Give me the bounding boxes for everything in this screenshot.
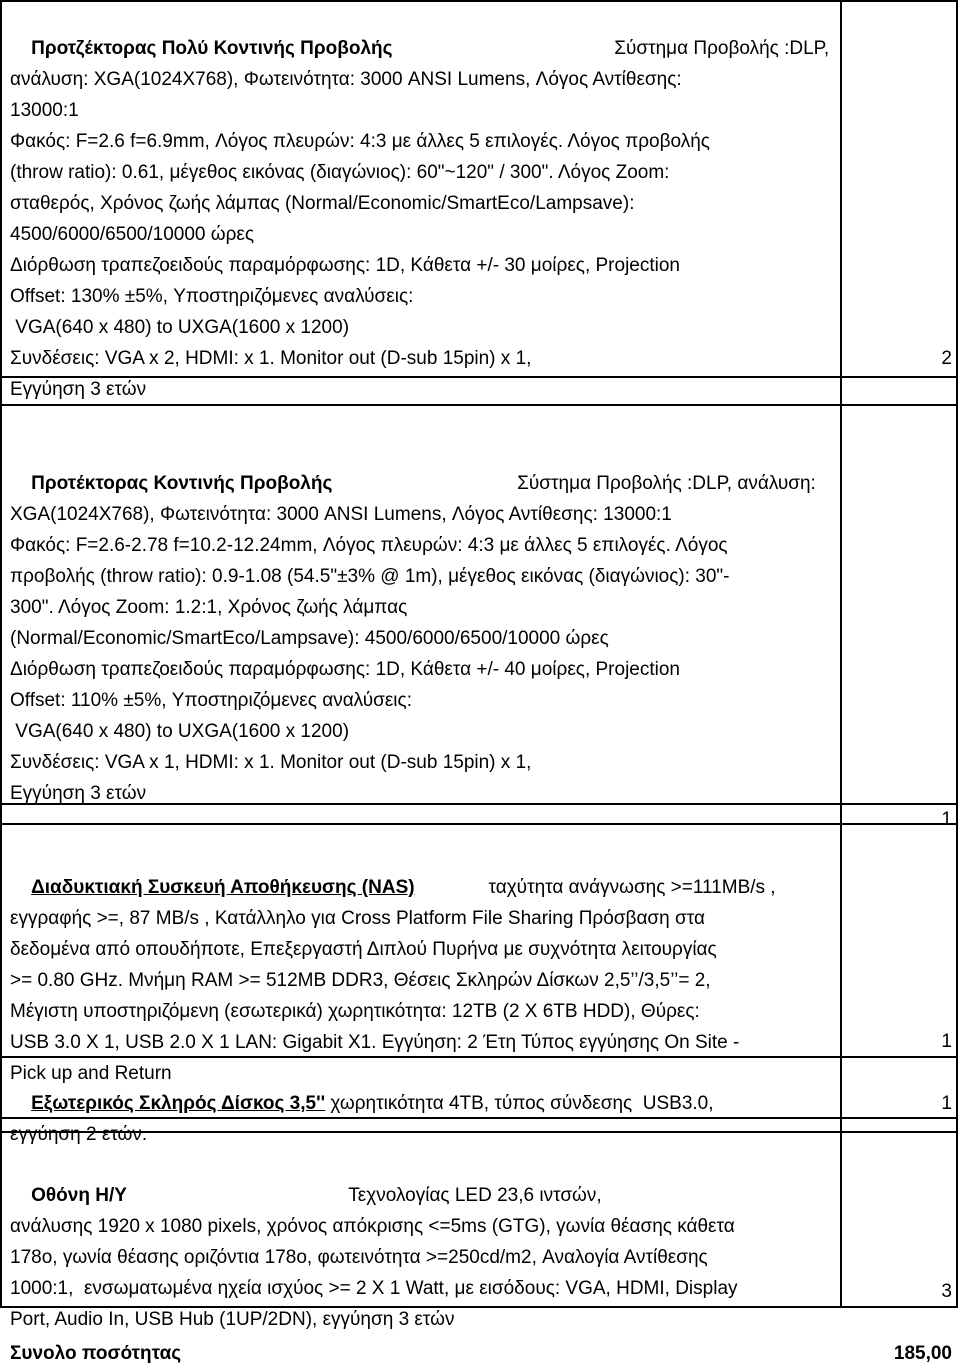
description-line: XGA(1024X768), Φωτεινότητα: 3000 ANSI Lumens, Λόγος Αντίθεσης: 13000:1 bbox=[10, 504, 672, 525]
description-line: Διόρθωση τραπεζοειδούς παραμόρφωσης: 1D, Κάθετα +/- 40 μοίρες, Projection bbox=[10, 659, 680, 680]
description-line: Συνδέσεις: VGA x 2, HDMI: x 1. Monitor out (D-sub 15pin) x 1, bbox=[10, 348, 532, 369]
description-line: Offset: 110% ±5%, Υποστηριζόμενες αναλύσεις: bbox=[10, 690, 412, 711]
item-title: Προτζέκτορας Πολύ Κοντινής Προβολής bbox=[31, 38, 393, 59]
description-line: 178ο, γωνία θέασης οριζόντια 178ο, φωτεινότητα >=250cd/m2, Αναλογία Αντίθεσης bbox=[10, 1247, 708, 1268]
column-border bbox=[0, 0, 2, 1308]
item-description bbox=[10, 2, 836, 405]
item-quantity: 3 bbox=[941, 1281, 952, 1302]
item-quantity: 1 bbox=[941, 809, 952, 830]
item-title: Εξωτερικός Σκληρός Δίσκος 3,5'' bbox=[31, 1093, 326, 1114]
description-line: χωρητικότητα 4TB, τύπος σύνδεσης USB3.0, bbox=[325, 1093, 714, 1114]
description-line: Εγγύηση 3 ετών bbox=[10, 783, 147, 804]
description-line: (Normal/Economic/SmartEco/Lampsave): 4500/6000/6500/10000 ώρες bbox=[10, 628, 609, 649]
description-line: Εγγύηση 3 ετών bbox=[10, 379, 147, 400]
row-border bbox=[0, 823, 958, 825]
item-quantity: 2 bbox=[941, 348, 952, 369]
description-line: ανάλυσης 1920 x 1080 pixels, χρόνος απόκρισης <=5ms (GTG), γωνία θέασης κάθετα bbox=[10, 1216, 735, 1237]
description-line: Διόρθωση τραπεζοειδούς παραμόρφωσης: 1D, Κάθετα +/- 30 μοίρες, Projection bbox=[10, 255, 680, 276]
description-line: 13000:1 bbox=[10, 100, 79, 121]
description-line: >= 0.80 GHz. Μνήμη RAM >= 512MB DDR3, Θέσεις Σκληρών Δίσκων 2,5’’/3,5’’= 2, bbox=[10, 970, 711, 991]
item-description bbox=[10, 1057, 836, 1150]
description-line: 300". Λόγος Zoom: 1.2:1, Χρόνος ζωής λάμπας bbox=[10, 597, 408, 618]
description-line: Συνδέσεις: VGA x 1, HDMI: x 1. Monitor out (D-sub 15pin) x 1, bbox=[10, 752, 532, 773]
description-line: προβολής (throw ratio): 0.9-1.08 (54.5"±3% @ 1m), μέγεθος εικόνας (διαγώνιος): 30"- bbox=[10, 566, 730, 587]
item-quantity: 1 bbox=[941, 1031, 952, 1052]
description-line: Σύστημα Προβολής :DLP, ανάλυση: bbox=[332, 473, 816, 494]
description-line: ταχύτητα ανάγνωσης >=111MB/s , bbox=[414, 877, 776, 898]
item-title: Διαδυκτιακή Συσκευή Αποθήκευσης (NAS) bbox=[31, 877, 415, 898]
description-line: 4500/6000/6500/10000 ώρες bbox=[10, 224, 255, 245]
description-line: VGA(640 x 480) to UXGA(1600 x 1200) bbox=[10, 721, 350, 742]
item-description bbox=[10, 437, 836, 809]
description-line: Φακός: F=2.6-2.78 f=10.2-12.24mm, Λόγος πλευρών: 4:3 με άλλες 5 επιλογές. Λόγος bbox=[10, 535, 728, 556]
description-line: 1000:1, ενσωματωμένα ηχεία ισχύος >= 2 X 1 Watt, με εισόδους: VGA, HDMI, Display bbox=[10, 1278, 738, 1299]
description-line: δεδομένα από οπουδήποτε, Επεξεργαστή Διπλού Πυρήνα με συχνότητα λειτουργίας bbox=[10, 939, 717, 960]
column-border bbox=[840, 0, 842, 1308]
description-line: VGA(640 x 480) to UXGA(1600 x 1200) bbox=[10, 317, 350, 338]
description-line: σταθερός, Χρόνος ζωής λάμπας (Normal/Economic/SmartEco/Lampsave): bbox=[10, 193, 635, 214]
description-line: ανάλυση: XGA(1024X768), Φωτεινότητα: 3000 ANSI Lumens, Λόγος Αντίθεσης: bbox=[10, 69, 682, 90]
description-line: Offset: 130% ±5%, Υποστηριζόμενες αναλύσεις: bbox=[10, 286, 414, 307]
item-title: Προτέκτορας Κοντινής Προβολής bbox=[31, 473, 333, 494]
description-line: εγγραφής >=, 87 MB/s , Κατάλληλο για Cross Platform File Sharing Πρόσβαση στα bbox=[10, 908, 705, 929]
description-line: Port, Audio In, USB Hub (1UP/2DN), εγγύηση 3 ετών bbox=[10, 1309, 455, 1330]
item-title: Οθόνη Η/Υ bbox=[31, 1185, 127, 1206]
description-line: Μέγιστη υποστηριζόμενη (εσωτερικά) χωρητικότητα: 12TB (2 X 6TB HDD), Θύρες: bbox=[10, 1001, 700, 1022]
description-line: Τεχνολογίας LED 23,6 ιντσών, bbox=[126, 1185, 602, 1206]
total-quantity-value: 185,00 bbox=[893, 1343, 952, 1364]
item-description bbox=[10, 1149, 836, 1335]
total-quantity-label: Συνολο ποσότητας bbox=[10, 1343, 182, 1364]
item-quantity: 1 bbox=[941, 1093, 952, 1114]
description-line: USB 3.0 X 1, USB 2.0 X 1 LAN: Gigabit X1. Εγγύηση: 2 Έτη Τύπος εγγύησης On Site - bbox=[10, 1032, 740, 1053]
description-line: Σύστημα Προβολής :DLP, bbox=[392, 38, 830, 59]
column-border bbox=[956, 0, 958, 1308]
description-line: (throw ratio): 0.61, μέγεθος εικόνας (διαγώνιος): 60"~120" / 300". Λόγος Zoom: bbox=[10, 162, 670, 183]
description-line: εγγύηση 2 ετών. bbox=[10, 1124, 148, 1145]
description-line: Pick up and Return bbox=[10, 1063, 172, 1084]
item-description bbox=[10, 841, 836, 1089]
description-line: Φακός: F=2.6 f=6.9mm, Λόγος πλευρών: 4:3 με άλλες 5 επιλογές. Λόγος προβολής bbox=[10, 131, 710, 152]
